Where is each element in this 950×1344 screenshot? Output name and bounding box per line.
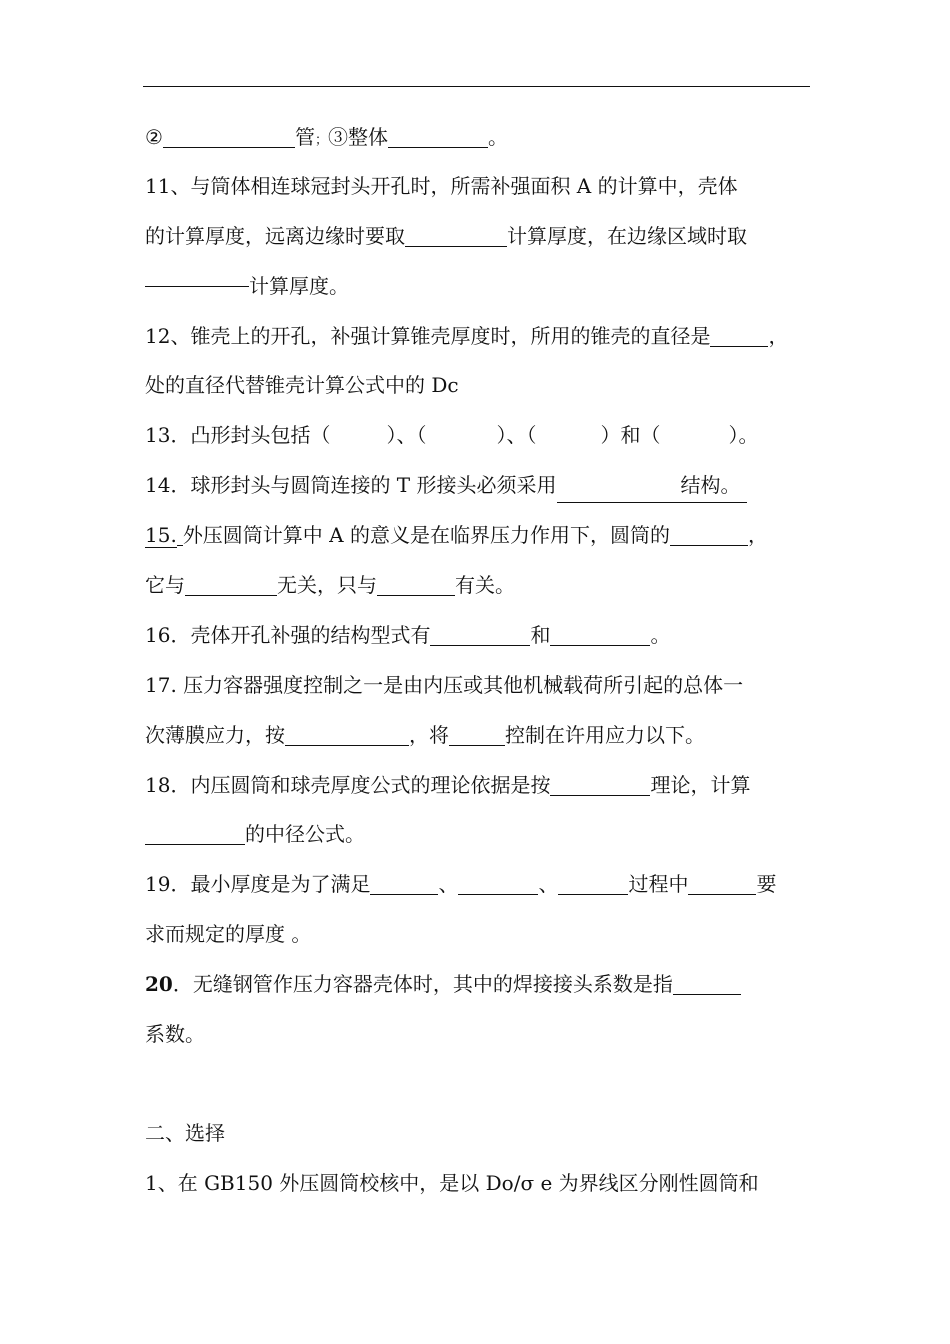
blank[interactable] <box>673 972 741 995</box>
text: 外压圆筒计算中 A 的意义是在临界压力作用下，圆筒的 <box>182 523 670 547</box>
line-1 <box>145 120 508 154</box>
text: 1、在 GB150 外压圆筒校核中，是以 Do/σ e 为界线区分刚性圆筒和 <box>145 1171 759 1195</box>
line-19 <box>145 1017 205 1051</box>
text: 、 <box>438 872 459 896</box>
text: 的中径公式。 <box>245 822 365 846</box>
blank[interactable] <box>710 324 768 347</box>
text: 17. 压力容器强度控制之一是由内压或其他机械载荷所引起的总体一 <box>145 673 744 697</box>
text: 过程中 <box>628 872 689 896</box>
line-8 <box>145 468 747 502</box>
blank[interactable] <box>145 822 245 845</box>
text: ，将 <box>409 723 449 747</box>
text: 要 <box>756 872 777 896</box>
line-11 <box>145 618 670 652</box>
text: 求而规定的厚度 。 <box>145 922 312 946</box>
text: 19．最小厚度是为了满足 <box>145 872 371 896</box>
text: 。 <box>650 623 671 647</box>
text: ．无缝钢管作压力容器壳体时，其中的焊接接头系数是指 <box>172 972 673 996</box>
line-4 <box>145 269 349 303</box>
line-17 <box>145 917 311 951</box>
blank[interactable] <box>430 623 530 646</box>
text: ， <box>768 324 789 348</box>
blank-dash[interactable] <box>145 286 249 287</box>
line-6 <box>145 368 459 402</box>
text: 的计算厚度，远离边缘时要取 <box>145 224 405 248</box>
line-15 <box>145 817 365 851</box>
question-number: 20 <box>145 972 173 996</box>
blank[interactable] <box>449 723 505 746</box>
blank[interactable] <box>458 872 538 895</box>
line-16 <box>145 867 776 901</box>
text: 12、锥壳上的开孔，补强计算锥壳厚度时，所用的锥壳的直径是 <box>145 324 711 348</box>
blank[interactable] <box>388 125 488 148</box>
text: 理论，计算 <box>650 773 751 797</box>
line-2 <box>145 169 738 203</box>
text: 14．球形封头与圆筒连接的 T 形接头必须采用 <box>145 473 557 497</box>
section-heading <box>145 1116 225 1150</box>
text: 16．壳体开孔补强的结构型式有 <box>145 623 431 647</box>
line-9 <box>145 518 768 552</box>
text: 、 <box>538 872 559 896</box>
blank[interactable] <box>550 773 650 796</box>
line-10 <box>145 568 515 602</box>
blank[interactable] <box>670 523 748 546</box>
blank[interactable] <box>550 623 650 646</box>
header-rule <box>143 86 810 87</box>
text: 。 <box>487 125 508 149</box>
text: 次薄膜应力，按 <box>145 723 285 747</box>
blank[interactable] <box>163 125 295 148</box>
text: 和 <box>530 623 551 647</box>
text: 管 <box>294 125 315 149</box>
blank[interactable] <box>557 468 747 503</box>
line-7 <box>145 418 758 452</box>
text: 11、与筒体相连球冠封头开孔时，所需补强面积 A 的计算中，壳体 <box>145 174 738 198</box>
text: 13．凸形封头包括（ <box>145 423 331 447</box>
text: 计算厚度，在边缘区域时取 <box>507 224 747 248</box>
text: ）和（ <box>600 423 661 447</box>
text: 结构。 <box>680 473 741 497</box>
line-12 <box>145 668 743 702</box>
text: 系数。 <box>145 1022 205 1046</box>
text: ， <box>747 523 768 547</box>
text: ）。 <box>728 423 759 447</box>
blank[interactable] <box>377 573 455 596</box>
text: 二、选择 <box>145 1121 225 1145</box>
text: ③整体 <box>327 125 388 149</box>
blank[interactable] <box>558 872 628 895</box>
text: ）、（ <box>386 423 427 447</box>
line-14 <box>145 768 750 802</box>
line-13 <box>145 718 705 752</box>
blank[interactable] <box>688 872 756 895</box>
line-3 <box>145 219 747 253</box>
text: 处的直径代替锥壳计算公式中的 Dc <box>145 373 459 397</box>
text: ； <box>314 133 328 148</box>
line-21 <box>145 1166 759 1200</box>
text: 无关，只与 <box>277 573 377 597</box>
text: 控制在许用应力以下。 <box>505 723 705 747</box>
blank[interactable] <box>405 224 507 247</box>
line-18 <box>145 967 741 1001</box>
line-5 <box>145 319 788 353</box>
question-number: 15. <box>145 523 177 547</box>
blank[interactable] <box>370 872 438 895</box>
blank[interactable] <box>185 573 277 596</box>
text: 18．内压圆筒和球壳厚度公式的理论依据是按 <box>145 773 551 797</box>
text: 计算厚度。 <box>249 274 349 298</box>
text: 有关。 <box>455 573 515 597</box>
text: ② <box>145 125 163 149</box>
text: ）、（ <box>496 423 537 447</box>
text: 它与 <box>145 573 185 597</box>
blank[interactable] <box>285 723 409 746</box>
